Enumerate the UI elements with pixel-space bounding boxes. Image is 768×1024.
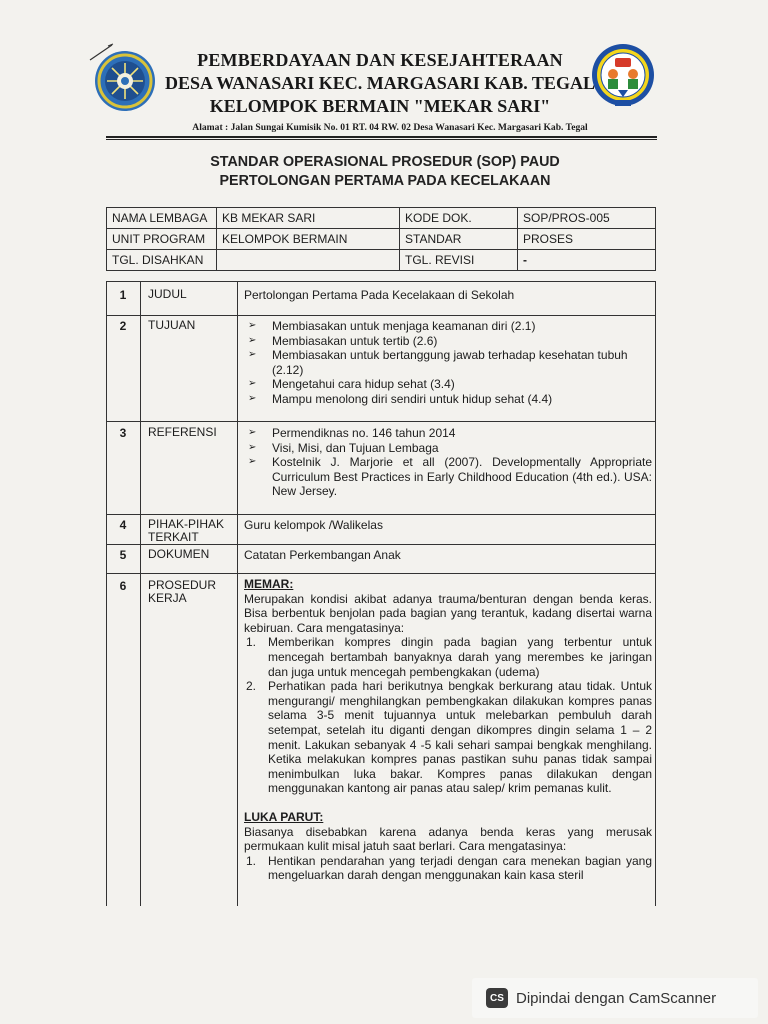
info-table [106, 207, 656, 271]
list-item [244, 348, 652, 377]
section-heading-memar: MEMAR: [244, 577, 294, 591]
info-table-border [399, 207, 400, 271]
section-intro-memar: Merupakan kondisi akibat adanya trauma/benturan dengan benda keras. Bisa berbentuk benjolan pada bagian yang terantuk, kadang disertai warna kebiruan. Cara mengatasinya: [244, 591, 652, 635]
camscanner-icon: CS [486, 988, 508, 1008]
procedure-table-border [106, 281, 656, 282]
pkk-emblem-icon [94, 50, 156, 112]
letterhead-line-2: DESA WANASARI KEC. MARGASARI KAB. TEGAL [165, 73, 595, 93]
info-value-unit-program: KELOMPOK BERMAIN [222, 232, 348, 246]
row-label-referensi: REFERENSI [148, 425, 217, 439]
info-table-border [216, 207, 217, 271]
procedure-table-border [237, 281, 238, 906]
list-item [244, 635, 652, 679]
row-content-dokumen: Catatan Perkembangan Anak [244, 548, 401, 562]
arrow-bullet-icon: ➢ [248, 349, 257, 361]
info-value-tgl-revisi: - [523, 253, 527, 267]
info-table-border [106, 270, 656, 271]
info-table-border [106, 228, 656, 229]
list-item [244, 334, 652, 349]
list-item-text: Visi, Misi, dan Tujuan Lembaga [272, 440, 439, 455]
step-number: 2. [246, 679, 257, 694]
section-intro-luka-parut: Biasanya disebabkan karena adanya benda keras yang merusak permukaan kulit misal jatuh saat berlari. Cara mengatasinya: [244, 824, 652, 854]
info-label-tgl-revisi: TGL. REVISI [405, 253, 475, 267]
info-label-kode-dok: KODE DOK. [405, 211, 472, 225]
arrow-bullet-icon: ➢ [248, 320, 257, 331]
procedure-table-border [106, 514, 656, 515]
row-label-dokumen: DOKUMEN [148, 547, 210, 561]
info-label-standar: STANDAR [405, 232, 462, 246]
row-number-judul: 1 [119, 288, 127, 302]
list-item-text: Mengetahui cara hidup sehat (3.4) [272, 377, 455, 392]
row-label-judul: JUDUL [148, 287, 187, 301]
arrow-bullet-icon: ➢ [248, 334, 257, 346]
list-item-text: Membiasakan untuk bertanggung jawab terhadap kesehatan tubuh (2.12) [272, 348, 628, 377]
list-item [244, 854, 652, 883]
luka-parut-steps [244, 854, 652, 883]
step-text: Memberikan kompres dingin pada bagian yang terbentur untuk mencegah bertambah banyaknya darah yang merembes ke jaringan dan juga untuk mencegah pembengkakan (udema) [268, 635, 652, 679]
arrow-bullet-icon: ➢ [248, 427, 257, 438]
procedure-table [106, 281, 656, 906]
info-value-nama-lembaga: KB MEKAR SARI [222, 211, 316, 225]
row-number-tujuan: 2 [119, 319, 127, 333]
info-table-border [106, 207, 656, 208]
procedure-table-border [106, 573, 656, 574]
list-item [244, 377, 652, 392]
row-content-judul: Pertolongan Pertama Pada Kecelakaan di Sekolah [244, 288, 515, 302]
row-number-pihak: 4 [119, 518, 127, 532]
watermark-text: Dipindai dengan CamScanner [516, 989, 717, 1007]
row-content-pihak: Guru kelompok /Walikelas [244, 518, 383, 532]
list-item-text: Mampu menolong diri sendiri untuk hidup sehat (4.4) [272, 391, 553, 406]
tujuan-list [244, 319, 652, 407]
row-content-tujuan [244, 319, 652, 407]
document-title-line-2: PERTOLONGAN PERTAMA PADA KECELAKAAN [219, 173, 551, 189]
step-text: Perhatikan pada hari berikutnya bengkak berkurang atau tidak. Untuk mengurangi/ menghilangkan pembengkakan dilakukan kompres panas selama 3-5 menit tujuannya untuk melebarkan pembuluh darah setempat, setelah itu diganti dengan dikompres dingin selama 1 – 2 menit. Lakukan sebanyak 4 -5 kali sehari sampai bengkak menghilang. Ketika melakukan kompres panas pastikan suhu panas tidak sampai menimbulkan luka bakar. Kompres panas dilakukan dengan menggunakan kantong air panas atau salep/ krim pemanas kulit. [268, 679, 652, 796]
row-content-referensi [244, 426, 652, 499]
arrow-bullet-icon: ➢ [248, 378, 257, 390]
procedure-table-border [106, 544, 656, 545]
info-label-nama-lembaga: NAMA LEMBAGA [112, 211, 208, 225]
list-item [244, 426, 652, 441]
memar-steps [244, 635, 652, 796]
arrow-bullet-icon: ➢ [248, 441, 257, 453]
letterhead-line-3: KELOMPOK BERMAIN "MEKAR SARI" [209, 96, 551, 116]
letterhead-rule-thin [106, 139, 657, 140]
info-value-standar: PROSES [523, 232, 574, 246]
list-item-text: Permendiknas no. 146 tahun 2014 [272, 426, 456, 440]
document-title-line-1: STANDAR OPERASIONAL PROSEDUR (SOP) PAUD [210, 154, 560, 170]
row-label-pihak: PIHAK-PIHAK TERKAIT [148, 517, 225, 544]
info-label-tgl-disahkan: TGL. DISAHKAN [112, 253, 204, 267]
info-table-border [106, 207, 107, 271]
procedure-table-border [140, 281, 141, 906]
list-item [244, 319, 652, 334]
list-item [244, 392, 652, 407]
list-item-text: Kostelnik J. Marjorie et all (2007). Developmentally Appropriate Curriculum Best Practices in Early Childhood Education (4th ed.). USA: New Jersey. [272, 455, 652, 499]
section-spacer [244, 796, 652, 810]
list-item [244, 455, 652, 499]
arrow-bullet-icon: ➢ [248, 392, 257, 404]
info-table-border [517, 207, 518, 271]
letterhead-line-1: PEMBERDAYAAN DAN KESEJAHTERAAN [197, 50, 563, 70]
row-content-prosedur [244, 577, 652, 883]
list-item [244, 441, 652, 456]
row-number-dokumen: 5 [119, 548, 127, 562]
step-number: 1. [246, 635, 257, 650]
camscanner-watermark [472, 978, 758, 1018]
info-table-border [106, 249, 656, 250]
list-item-text: Membiasakan untuk tertib (2.6) [272, 333, 438, 348]
arrow-bullet-icon: ➢ [248, 456, 257, 468]
procedure-table-border [106, 421, 656, 422]
row-label-prosedur: PROSEDUR KERJA [148, 578, 217, 605]
referensi-list [244, 426, 652, 499]
info-table-border [655, 207, 656, 271]
row-number-prosedur: 6 [119, 579, 127, 593]
procedure-table-border [655, 281, 656, 906]
list-item [244, 679, 652, 796]
row-number-referensi: 3 [119, 426, 127, 440]
info-value-kode-dok: SOP/PROS-005 [523, 211, 610, 225]
letterhead-address: Alamat : Jalan Sungai Kumisik No. 01 RT. 04 RW. 02 Desa Wanasari Kec. Margasari Kab. Tegal [192, 122, 588, 133]
step-number: 1. [246, 853, 257, 868]
step-text: Hentikan pendarahan yang terjadi dengan cara menekan bagian yang mengeluarkan darah dengan menggunakan kain kasa steril [268, 853, 652, 883]
procedure-table-border [106, 315, 656, 316]
section-heading-luka-parut: LUKA PARUT: [244, 809, 324, 824]
procedure-table-border [106, 281, 107, 906]
info-label-unit-program: UNIT PROGRAM [112, 232, 206, 246]
letterhead-rule-thick [106, 136, 657, 138]
row-label-tujuan: TUJUAN [148, 318, 196, 332]
list-item-text: Membiasakan untuk menjaga keamanan diri (2.1) [272, 319, 536, 333]
